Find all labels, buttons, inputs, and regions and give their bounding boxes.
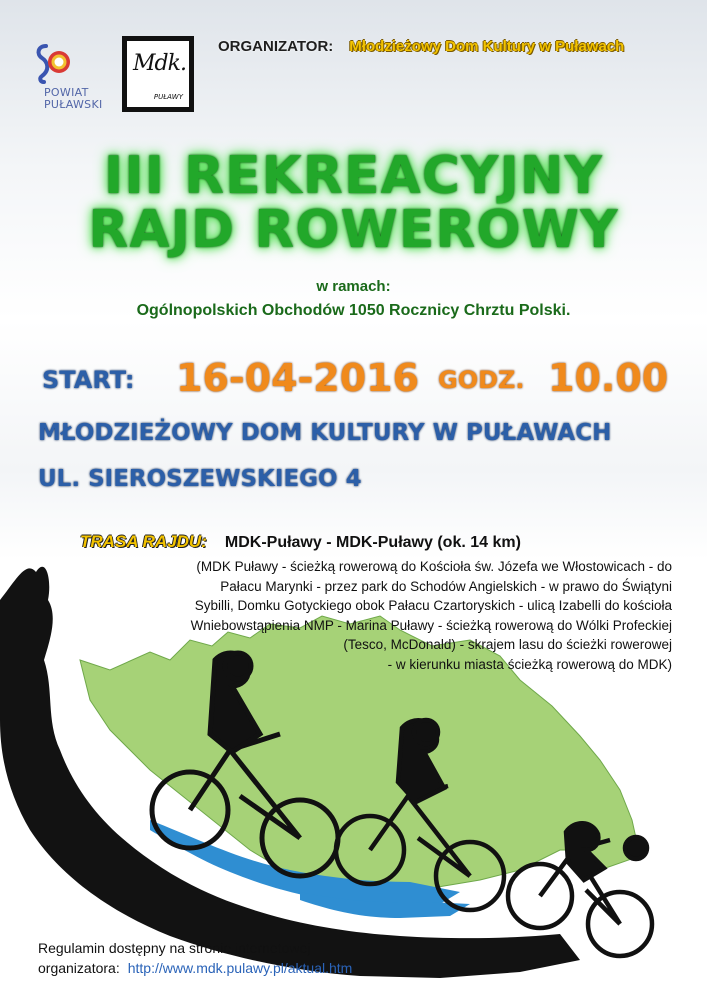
rules-note-line1: Regulamin dostępny na stronie internetowej xyxy=(38,940,311,956)
powiat-logo-line1: POWIAT xyxy=(44,86,89,99)
route-detail-line: - w kierunku miasta ścieżką rowerową do MDK) xyxy=(387,656,672,672)
rules-note xyxy=(38,938,352,978)
start-label: START: xyxy=(42,366,135,394)
organizer-name: Młodzieżowy Dom Kultury w Puławach xyxy=(349,38,625,55)
powiat-pulawski-logo xyxy=(30,40,110,110)
organizer-label: ORGANIZATOR: xyxy=(218,38,334,55)
route-detail-line: Wniebowstąpienia NMP - Marina Puławy - ścieżką rowerową do Wólki Profeckiej xyxy=(190,617,672,633)
start-time-label: GODZ. xyxy=(438,366,525,394)
start-time: 10.00 xyxy=(548,356,669,400)
powiat-logo-line2: PUŁAWSKI xyxy=(44,98,103,111)
subtitle-intro: w ramach: xyxy=(316,278,391,295)
rules-note-prefix: organizatora: xyxy=(38,960,120,976)
route-description xyxy=(52,557,672,675)
start-date: 16-04-2016 xyxy=(176,356,420,400)
start-row xyxy=(0,356,707,406)
rules-note-line2 xyxy=(38,958,352,978)
route-detail-line: (Tesco, McDonald) - skrajem lasu do ścieżki rowerowej xyxy=(343,637,672,653)
title-line1: III REKREACYJNY xyxy=(103,146,604,206)
powiat-emblem-icon xyxy=(32,42,76,86)
route-detail-line: Sybilli, Domku Gotyckiego obok Pałacu Czartoryskich - ulicą Izabelli do kościoła xyxy=(194,598,672,614)
route-summary: MDK-Puławy - MDK-Puławy (ok. 14 km) xyxy=(224,534,521,551)
mdk-logo xyxy=(122,36,194,112)
venue-address: UL. SIEROSZEWSKIEGO 4 xyxy=(38,466,362,492)
route-header xyxy=(80,532,521,552)
route-detail-line: (MDK Puławy - ścieżką rowerową do Kościoła św. Józefa we Włostowicach - do xyxy=(196,559,672,574)
rules-link[interactable]: http://www.mdk.pulawy.pl/aktual.htm xyxy=(127,960,353,976)
organizer-line xyxy=(218,38,624,55)
route-label: TRASA RAJDU: xyxy=(80,532,207,551)
mdk-logo-small: PUŁAWY xyxy=(153,93,183,101)
mdk-logo-mark: Mdk. xyxy=(133,51,186,76)
subtitle-occasion: Ogólnopolskich Obchodów 1050 Rocznicy Chrztu Polski. xyxy=(136,302,571,319)
route-detail-line: Pałacu Marynki - przez park do Schodów Angielskich - w prawo do Świątyni xyxy=(220,578,672,594)
title-line2: RAJD ROWEROWY xyxy=(88,200,619,260)
venue-name: MŁODZIEŻOWY DOM KULTURY W PUŁAWACH xyxy=(38,420,612,446)
